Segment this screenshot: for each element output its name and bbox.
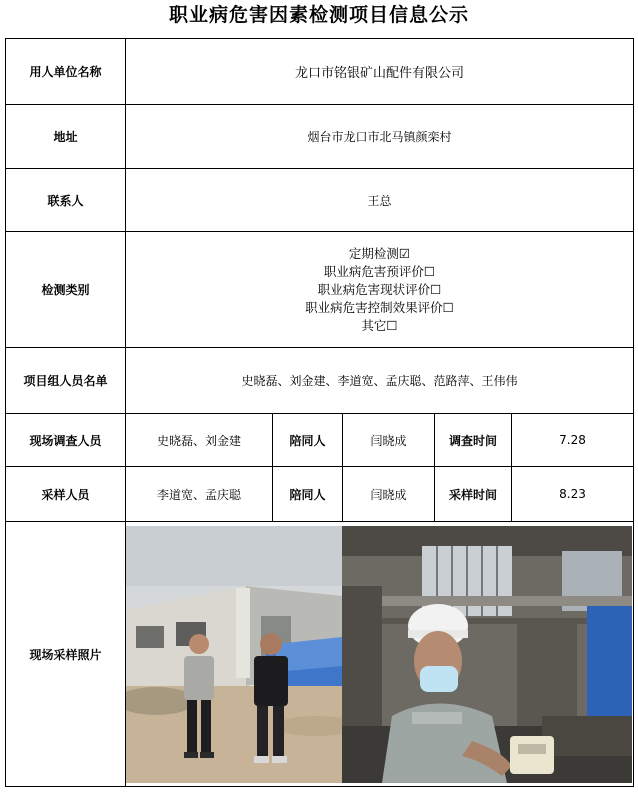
employer-value: 龙口市铭银矿山配件有限公司 [126,39,634,105]
sampling-companion-label: 陪同人 [273,467,343,522]
contact-label: 联系人 [6,169,126,232]
category-item: 职业病危害预评价☐ [323,263,436,279]
row-category [6,232,634,348]
site-photo-outdoor [126,526,342,783]
photos-label: 现场采样照片 [6,522,126,787]
row-contact [6,169,634,232]
category-list [126,232,634,348]
row-survey [6,414,634,467]
category-label: 检测类别 [6,232,126,348]
row-address [6,105,634,169]
indoor-photo-image [342,526,632,783]
category-item: 其它☐ [361,317,398,333]
info-table [5,38,634,787]
team-value: 史晓磊、刘金建、李道宽、孟庆聪、范路萍、王伟伟 [126,348,634,414]
row-photos [6,522,634,787]
site-photo-indoor [342,526,632,783]
team-label: 项目组人员名单 [6,348,126,414]
contact-value: 王总 [126,169,634,232]
row-team [6,348,634,414]
category-item: 定期检测☑ [348,245,411,261]
row-sampling [6,467,634,522]
sampling-staff-label: 采样人员 [6,467,126,522]
sampling-time-value: 8.23 [512,467,634,522]
photos-cell [126,522,634,787]
survey-time-label: 调查时间 [435,414,512,467]
page-title: 职业病危害因素检测项目信息公示 [168,4,469,26]
survey-companion-value: 闫晓成 [343,414,435,467]
survey-time-value: 7.28 [512,414,634,467]
sampling-companion-value: 闫晓成 [343,467,435,522]
row-employer [6,39,634,105]
survey-staff-value: 史晓磊、刘金建 [126,414,273,467]
category-item: 职业病危害现状评价☐ [317,281,442,297]
address-label: 地址 [6,105,126,169]
category-item: 职业病危害控制效果评价☐ [305,299,454,315]
address-value: 烟台市龙口市北马镇颜栾村 [126,105,634,169]
sampling-time-label: 采样时间 [435,467,512,522]
outdoor-photo-image [126,526,342,783]
survey-staff-label: 现场调查人员 [6,414,126,467]
sampling-staff-value: 李道宽、孟庆聪 [126,467,273,522]
employer-label: 用人单位名称 [6,39,126,105]
survey-companion-label: 陪同人 [273,414,343,467]
